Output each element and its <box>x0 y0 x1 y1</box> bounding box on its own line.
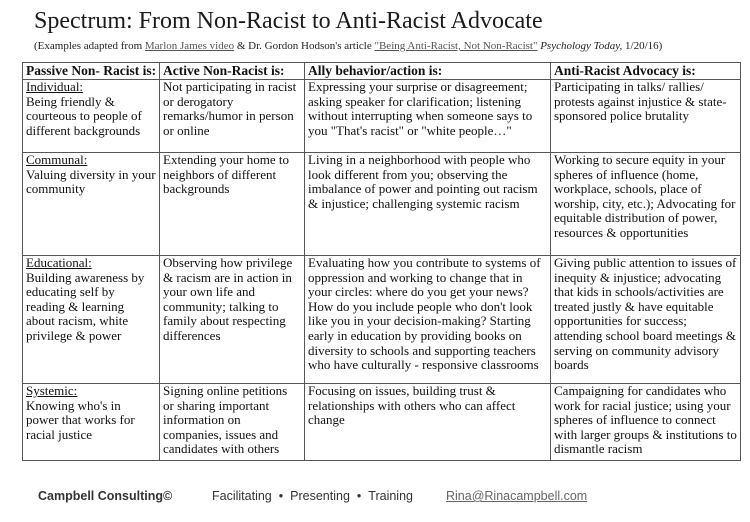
cell-text: Signing online petitions or sharing important information on companies, issues and candidates with others <box>163 383 288 457</box>
table-header-row <box>23 63 741 80</box>
cell-text: Knowing who's in power that works for racial justice <box>26 397 135 442</box>
cell-text: Observing how privilege & racism are in action in your own life and community; talking to family about respecting differences <box>163 255 293 343</box>
row-category: Educational: <box>26 255 92 270</box>
cell-advocacy <box>551 80 741 153</box>
row-category: Communal: <box>26 152 88 167</box>
cell-text: Extending your home to neighbors of different backgrounds <box>163 152 290 197</box>
cell-text: Building awareness by educating self by reading & learning about racism, white privilege & power <box>26 269 145 343</box>
cell-active <box>160 256 305 384</box>
table-row <box>23 153 741 256</box>
bullet-separator: • <box>356 489 362 503</box>
cell-passive <box>23 384 160 461</box>
column-header-passive: Passive Non- Racist is: <box>23 63 160 80</box>
spectrum-table <box>22 62 741 461</box>
journal-name: Psychology Today, <box>537 40 623 52</box>
cell-advocacy <box>551 256 741 384</box>
cell-active <box>160 80 305 153</box>
marlon-james-video-link[interactable]: Marlon James video <box>144 40 235 52</box>
page-subtitle <box>34 39 662 53</box>
table-row <box>23 384 741 461</box>
cell-active <box>160 153 305 256</box>
article-link[interactable]: "Being Anti-Racist, Not Non-Racist" <box>374 40 538 52</box>
cell-passive <box>23 80 160 153</box>
row-category: Individual: <box>26 79 84 94</box>
cell-passive <box>23 153 160 256</box>
cell-ally <box>305 153 551 256</box>
cell-text: Expressing your surprise or disagreement; asking speaker for clarification; listening without interrupting when someone says to you "That's racist" or "white people…" <box>308 79 533 138</box>
row-category: Systemic: <box>26 383 78 398</box>
subtitle-middle: & Dr. Gordon Hodson's article <box>234 40 375 52</box>
subtitle-prefix: (Examples adapted from <box>34 40 145 52</box>
bullet-separator: • <box>278 489 284 503</box>
cell-ally <box>305 384 551 461</box>
page-title: Spectrum: From Non-Racist to Anti-Racist Advocate <box>34 8 543 34</box>
service-presenting: Presenting <box>290 489 350 503</box>
service-facilitating: Facilitating <box>212 489 272 503</box>
subtitle-date: 1/20/16) <box>622 40 663 52</box>
cell-advocacy <box>551 153 741 256</box>
cell-text: Campaigning for candidates who work for racial justice; using your spheres of influence to connect with larger groups & institutions to dismantle racism <box>554 383 737 457</box>
cell-passive <box>23 256 160 384</box>
cell-text: Living in a neighborhood with people who look different from you; observing the imbalance of power and pointing out racism & injustice; challenging systemic racism <box>308 152 538 211</box>
column-header-ally: Ally behavior/action is: <box>305 63 551 80</box>
cell-text: Focusing on issues, building trust & relationships with others who can affect change <box>308 383 516 428</box>
cell-text: Valuing diversity in your community <box>26 166 156 197</box>
email-link[interactable]: Rina@Rinacampbell.com <box>446 489 588 503</box>
table-row <box>23 256 741 384</box>
table-row <box>23 80 741 153</box>
cell-ally <box>305 80 551 153</box>
cell-advocacy <box>551 384 741 461</box>
column-header-advocacy: Anti-Racist Advocacy is: <box>551 63 741 80</box>
cell-text: Being friendly & courteous to people of different backgrounds <box>26 93 142 138</box>
page-footer <box>0 489 750 505</box>
company-name: Campbell Consulting© <box>38 489 173 503</box>
cell-ally <box>305 256 551 384</box>
cell-text: Working to secure equity in your spheres of influence (home, workplace, schools, place of worship, city, etc.); Advocating for equitable distribution of power, resources & opportunities <box>554 152 736 240</box>
column-header-active: Active Non-Racist is: <box>160 63 305 80</box>
cell-text: Not participating in racist or derogatory remarks/humor in person or online <box>163 79 297 138</box>
service-training: Training <box>368 489 413 503</box>
cell-active <box>160 384 305 461</box>
cell-text: Giving public attention to issues of inequity & injustice; advocating that kids in schools/activities are treated justly & have equitable opportunities for success; attending school board meetings & serving on community advisory boards <box>554 255 737 373</box>
cell-text: Evaluating how you contribute to systems of oppression and working to change that in your circles: where do you get your news? How do you include people who don't look like you in your decision-making? Starting early in education by providing books on diversity to schools and supporting teachers who have culturally - responsive classrooms <box>308 255 541 373</box>
cell-text: Participating in talks/ rallies/ protests against injustice & state-sponsored police brutality <box>554 79 727 124</box>
services-list <box>212 489 413 503</box>
